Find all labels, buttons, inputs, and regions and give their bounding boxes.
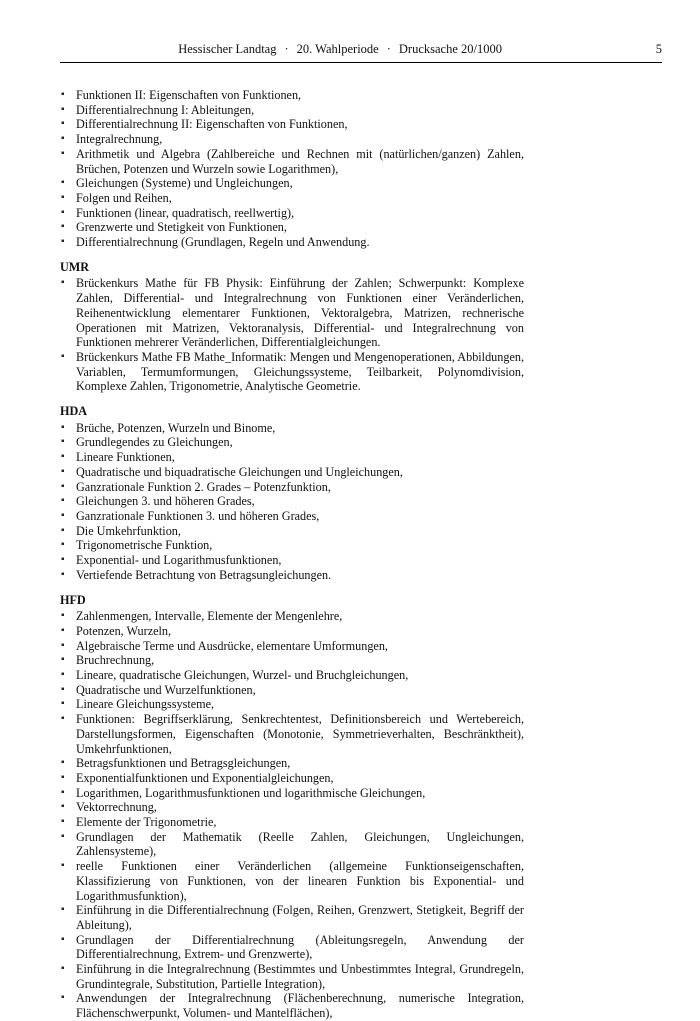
bullet-icon: ▪ [61,133,65,145]
bullet-icon: ▪ [61,350,65,362]
section-list [60,276,524,394]
list-item [60,480,524,495]
list-item-text: Gleichungen (Systeme) und Ungleichungen, [76,176,293,191]
list-item-text: Einführung in die Integralrechnung (Bestimmtes und Unbestimmtes Integral, Grundregeln, Grundintegrale, Substitution, Partielle Integration), [76,962,524,991]
section-list [60,609,524,1021]
list-item [60,903,524,932]
list-item [60,624,524,639]
bullet-icon: ▪ [61,495,65,507]
list-item-text: Gleichungen 3. und höheren Grades, [76,494,255,509]
bullet-icon: ▪ [61,118,65,130]
bullet-icon: ▪ [61,524,65,536]
bullet-icon: ▪ [61,757,65,769]
header-period: 20. Wahlperiode [296,42,379,56]
bullet-icon: ▪ [61,103,65,115]
list-item [60,276,524,350]
list-item-text: Einführung in die Differentialrechnung (Folgen, Reihen, Grenzwert, Stetigkeit, Begriff der Ableitung), [76,903,524,932]
section-list [60,421,524,583]
bullet-icon: ▪ [61,816,65,828]
list-item [60,538,524,553]
list-item [60,553,524,568]
list-item [60,191,524,206]
list-item-text: Vektorrechnung, [76,800,157,815]
list-item-text: Differentialrechnung I: Ableitungen, [76,102,255,117]
list-item-text: Logarithmen, Logarithmusfunktionen und logarithmische Gleichungen, [76,785,426,800]
list-item-text: Funktionen: Begriffserklärung, Senkrechtentest, Definitionsbereich und Wertebereich, Darstellungsformen, Eigenschaften (Monotonie, Symmetrieverhalten, Beschränktheit), Umkehrfunktionen, [76,712,524,756]
page-number: 5 [655,42,662,56]
list-item [60,815,524,830]
bullet-icon: ▪ [61,206,65,218]
bullet-icon: ▪ [61,89,65,100]
list-item-text: Ganzrationale Funktionen 3. und höheren Grades, [76,508,320,523]
list-item-text: Differentialrechnung (Grundlagen, Regeln und Anwendung. [76,235,370,250]
list-item [60,786,524,801]
list-item [60,933,524,962]
list-item-text: Exponentialfunktionen und Exponentialgleichungen, [76,770,334,785]
list-item-text: Elemente der Trigonometrie, [76,815,217,830]
bullet-icon: ▪ [61,933,65,945]
bullet-icon: ▪ [61,610,65,622]
list-item-text: Grundlagen der Differentialrechnung (Ableitungsregeln, Anwendung der Differentialrechnung, Extrem- und Grenzwerte), [76,932,524,962]
list-item-text: Anwendungen der Integralrechnung (Flächenberechnung, numerische Integration, Flächenschwerpunkt, Volumen- und Mantelflächen), [76,991,524,1021]
bullet-icon: ▪ [61,639,65,651]
list-item [60,830,524,859]
list-item [60,435,524,450]
list-item [60,235,524,250]
list-item [60,962,524,991]
list-item-text: Funktionen (linear, quadratisch, reellwertig), [76,205,295,220]
bullet-icon: ▪ [61,480,65,492]
header-title [178,42,502,57]
list-item [60,991,524,1020]
header-separator: · [284,42,289,56]
sections-container [60,260,524,1021]
bullet-icon: ▪ [61,465,65,477]
list-item-text: Lineare Funktionen, [76,450,175,465]
section-heading: HFD [60,592,86,607]
list-item-text: Lineare, quadratische Gleichungen, Wurzel- und Bruchgleichungen, [76,668,409,683]
bullet-icon: ▪ [61,698,65,710]
bullet-icon: ▪ [61,191,65,203]
section-heading: UMR [60,259,90,274]
list-item-text: Arithmetik und Algebra (Zahlbereiche und Rechnen mit (natürlichen/ganzen) Zahlen, Brüchen, Potenzen und Wurzeln sowie Logarithmen), [76,146,524,176]
list-item-text: Grenzwerte und Stetigkeit von Funktionen, [76,220,287,235]
list-item [60,859,524,903]
section-hda [60,404,524,582]
list-item-text: Betragsfunktionen und Betragsgleichungen, [76,756,291,771]
bullet-icon: ▪ [61,830,65,842]
list-item [60,568,524,583]
bullet-icon: ▪ [61,771,65,783]
list-item [60,220,524,235]
list-item-text: Ganzrationale Funktion 2. Grades – Potenzfunktion, [76,479,331,494]
intro-list [60,88,524,250]
list-item [60,147,524,176]
list-item-text: Funktionen II: Eigenschaften von Funktionen, [76,88,302,102]
bullet-icon: ▪ [61,436,65,448]
bullet-icon: ▪ [61,713,65,725]
section-heading: HDA [60,404,88,419]
list-item [60,494,524,509]
bullet-icon: ▪ [61,963,65,975]
bullet-icon: ▪ [61,554,65,566]
section-hfd [60,593,524,1021]
bullet-icon: ▪ [61,654,65,666]
bullet-icon: ▪ [61,683,65,695]
list-item-text: Trigonometrische Funktion, [76,538,213,553]
bullet-icon: ▪ [61,451,65,463]
list-item-text: Potenzen, Wurzeln, [76,623,172,638]
list-item-text: Bruchrechnung, [76,653,155,668]
list-item-text: Zahlenmengen, Intervalle, Elemente der Mengenlehre, [76,609,343,624]
section-umr [60,260,524,394]
header-separator: · [386,42,391,56]
list-item-text: Die Umkehrfunktion, [76,523,181,538]
bullet-icon: ▪ [61,147,65,159]
list-item-text: Differentialrechnung II: Eigenschaften von Funktionen, [76,117,348,132]
list-item-text: Algebraische Terme und Ausdrücke, elementare Umformungen, [76,638,388,653]
list-item-text: Vertiefende Betrachtung von Betragsungleichungen. [76,567,332,582]
bullet-icon: ▪ [61,786,65,798]
header-publisher: Hessischer Landtag [178,42,277,56]
bullet-icon: ▪ [61,801,65,813]
bullet-icon: ▪ [61,669,65,681]
list-item [60,509,524,524]
bullet-icon: ▪ [61,221,65,233]
list-item [60,465,524,480]
list-item-text: Integralrechnung, [76,132,163,147]
list-item-text: Lineare Gleichungssysteme, [76,697,215,712]
bullet-icon: ▪ [61,860,65,872]
bullet-icon: ▪ [61,568,65,580]
list-item [60,653,524,668]
list-item [60,206,524,221]
list-item [60,132,524,147]
list-item-text: Grundlegendes zu Gleichungen, [76,435,233,450]
list-item-text: Folgen und Reihen, [76,190,172,205]
list-item [60,756,524,771]
bullet-icon: ▪ [61,177,65,189]
list-item [60,683,524,698]
list-item [60,117,524,132]
bullet-icon: ▪ [61,236,65,248]
bullet-icon: ▪ [61,277,65,289]
bullet-icon: ▪ [61,509,65,521]
bullet-icon: ▪ [61,624,65,636]
list-item [60,800,524,815]
list-item-text: Brüche, Potenzen, Wurzeln und Binome, [76,420,276,435]
list-item-text: Quadratische und Wurzelfunktionen, [76,682,256,697]
list-item [60,639,524,654]
list-item [60,350,524,394]
bullet-icon: ▪ [61,539,65,551]
list-item [60,668,524,683]
list-item [60,697,524,712]
document-body [60,88,524,1021]
list-item [60,609,524,624]
list-item-text: Exponential- und Logarithmusfunktionen, [76,553,282,568]
list-item [60,421,524,436]
list-item [60,103,524,118]
bullet-icon: ▪ [61,904,65,916]
header-doc-number: Drucksache 20/1000 [398,42,502,56]
bullet-icon: ▪ [61,992,65,1004]
list-item [60,450,524,465]
list-item [60,88,524,103]
list-item [60,176,524,191]
list-item [60,524,524,539]
list-item-text: Grundlagen der Mathematik (Reelle Zahlen, Gleichungen, Ungleichungen, Zahlensysteme), [76,829,524,859]
bullet-icon: ▪ [61,421,65,433]
list-item-text: Quadratische und biquadratische Gleichungen und Ungleichungen, [76,464,403,479]
list-item-text: Brückenkurs Mathe für FB Physik: Einführung der Zahlen; Schwerpunkt: Komplexe Zahlen, Differential- und Integralrechnung von Funktionen einer Veränderlichen, Reihenentwicklung elementarer Funktionen, Vektoralgebra, Matrizen, rechnerische Operationen mit Matrizen, Vektoranalysis, Differential- und Integralrechnung von Funktionen mehrerer Veränderlichen, Differentialgleichungen. [76,276,524,350]
list-item [60,712,524,756]
list-item-text: Brückenkurs Mathe FB Mathe_Informatik: Mengen und Mengenoperationen, Abbildungen, Variablen, Termumformungen, Gleichungssysteme, Teilbarkeit, Polynomdivision, Komplexe Zahlen, Trigonometrie, Analytische Geometrie. [76,349,524,394]
list-item [60,771,524,786]
list-item-text: reelle Funktionen einer Veränderlichen (allgemeine Funktionseigenschaften, Klassifizierung von Funktionen, von der linearen Funktion bis Exponential- und Logarithmusfunktion), [76,859,524,903]
page-header [60,40,662,63]
